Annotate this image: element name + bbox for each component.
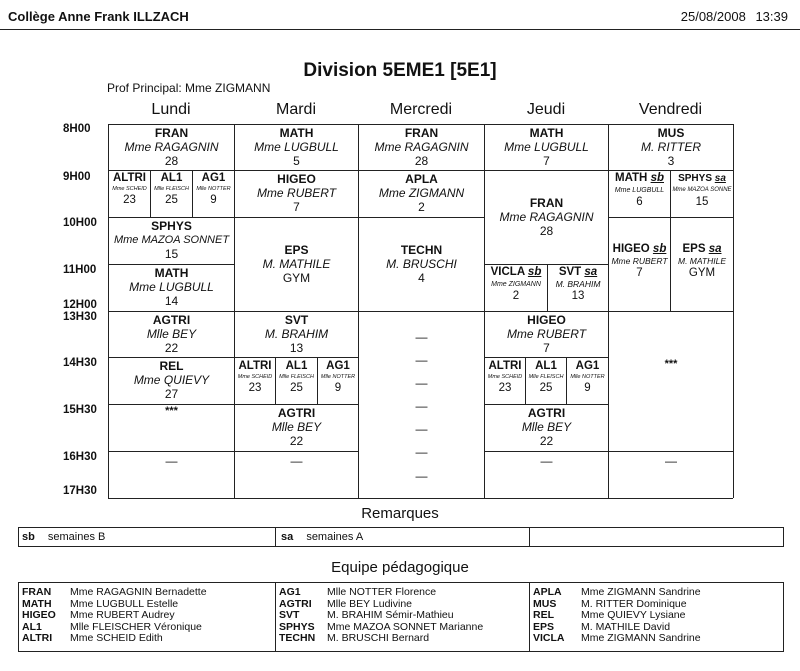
lesson-teacher: M. BRUSCHI: [386, 257, 457, 271]
prof-principal: Prof Principal: Mme ZIGMANN: [107, 81, 271, 95]
empty-marker: ***: [664, 358, 678, 370]
teacher-name: Mme MAZOA SONNET Marianne: [327, 620, 484, 633]
subject-code: AG1: [279, 586, 301, 598]
lesson-subject: AG1: [575, 360, 600, 372]
lesson-room: 13: [571, 290, 585, 302]
lesson-room: 7: [636, 267, 643, 279]
empty-slot-dash: —: [415, 446, 428, 458]
equipe-entry: [279, 633, 483, 645]
lesson-room: 22: [289, 434, 304, 448]
subject-code: SVT: [558, 266, 582, 278]
lesson-room: 28: [414, 154, 429, 168]
lesson-subject: HIGEO: [527, 313, 566, 327]
lesson-cell: [109, 219, 234, 261]
lesson-subject: [609, 172, 670, 185]
lesson-teacher: Mlle BEY: [521, 420, 572, 434]
print-datetime: [681, 9, 788, 24]
lesson-subject: MATH: [529, 126, 564, 140]
teacher-name: Mlle BEY Ludivine: [327, 597, 413, 610]
subject-code: MATH: [615, 172, 648, 184]
week-marker: sa: [714, 173, 726, 184]
lesson-teacher: M. MATHILE: [677, 256, 726, 266]
lesson-subject: AL1: [535, 360, 557, 372]
time-label: 14H30: [63, 357, 97, 369]
week-marker: sa: [708, 243, 722, 255]
day-jeudi: Jeudi: [526, 101, 566, 118]
lesson-subject: [485, 266, 547, 279]
subject-code: REL: [533, 609, 554, 621]
empty-slot-dash: —: [415, 377, 428, 389]
subject-code: HIGEO: [612, 243, 650, 255]
lesson-room: 6: [636, 196, 643, 208]
lesson-room: 7: [293, 200, 300, 214]
lesson-teacher: Mlle NOTTER: [320, 374, 356, 380]
lesson-cell: [360, 172, 483, 214]
subject-code: VICLA: [533, 632, 565, 644]
time-label: 11H00: [63, 264, 97, 276]
lesson-room: 2: [418, 200, 425, 214]
lesson-cell: [486, 126, 607, 168]
equipe-column: [279, 587, 483, 645]
lesson-teacher: Mme QUIEVY: [133, 373, 210, 387]
lesson-room: 15: [695, 196, 709, 208]
time-label: 16H30: [63, 451, 97, 463]
lesson-subject: ALTRI: [238, 360, 272, 372]
lesson-subject: AGTRI: [527, 406, 566, 420]
lesson-teacher: Mlle FLEISCH: [279, 374, 314, 380]
subject-code: AGTRI: [279, 597, 312, 610]
lesson-room: 9: [210, 194, 217, 206]
remarques-table: [18, 527, 784, 547]
subject-code: ALTRI: [22, 632, 53, 644]
subject-code: EPS: [533, 620, 555, 633]
lesson-cell: [109, 172, 150, 207]
lesson-subject: MATH: [154, 266, 189, 280]
lesson-subject: APLA: [405, 172, 438, 186]
lesson-cell: [236, 243, 357, 285]
lesson-subject: AG1: [326, 360, 350, 372]
week-marker: sb: [527, 266, 542, 278]
subject-code: HIGEO: [22, 609, 56, 621]
teacher-name: Mlle NOTTER Florence: [327, 586, 437, 598]
lesson-teacher: M. MATHILE: [262, 257, 331, 271]
lesson-teacher: Mme SCHEID: [487, 374, 523, 380]
teacher-name: Mme RUBERT Audrey: [70, 609, 175, 621]
lesson-teacher: M. RITTER: [641, 140, 701, 154]
lesson-cell: [236, 406, 357, 448]
lesson-teacher: M. BRAHIM: [264, 327, 329, 341]
lesson-room: 4: [418, 271, 425, 285]
lesson-teacher: Mme RUBERT: [256, 186, 337, 200]
day-mercredi: Mercredi: [389, 101, 453, 118]
remarque-label: semaines A: [306, 531, 364, 543]
lesson-room: 25: [165, 194, 178, 206]
time-label: 8H00: [63, 123, 91, 135]
lesson-cell: [671, 172, 733, 209]
lesson-cell: [609, 243, 670, 280]
lesson-room: 9: [584, 382, 591, 394]
lesson-cell: [486, 406, 607, 448]
lesson-teacher: Mme LUGBULL: [614, 187, 665, 194]
lesson-subject: [671, 172, 733, 185]
equipe-entry: [533, 633, 701, 645]
lesson-subject: FRAN: [404, 126, 439, 140]
lesson-teacher: M. BRAHIM: [555, 279, 601, 289]
lesson-cell: [236, 313, 357, 355]
lesson-cell: [485, 266, 547, 303]
empty-marker: ***: [165, 405, 178, 417]
subject-code: AL1: [22, 620, 42, 633]
day-mardi: Mardi: [275, 101, 316, 118]
lesson-room: 28: [164, 154, 179, 168]
empty-slot-dash: —: [290, 455, 303, 467]
lesson-cell: [236, 126, 357, 168]
time-label: 17H30: [63, 485, 97, 497]
time-label: 15H30: [63, 404, 97, 416]
lesson-subject: MATH: [279, 126, 314, 140]
teacher-name: M. RITTER Dominique: [581, 597, 687, 610]
subject-code: TECHN: [279, 632, 316, 644]
lesson-cell: [567, 360, 608, 395]
equipe-column: [22, 587, 207, 645]
lesson-subject: AGTRI: [277, 406, 316, 420]
lesson-teacher: Mme RAGAGNIN: [374, 140, 469, 154]
lesson-subject: [609, 243, 670, 256]
lesson-cell: [526, 360, 566, 395]
lesson-cell: [609, 172, 670, 209]
lesson-subject: HIGEO: [277, 172, 316, 186]
lesson-room: 14: [164, 294, 179, 308]
lesson-cell: [276, 360, 317, 395]
lesson-subject: AL1: [285, 360, 308, 372]
print-date: 25/08/2008: [680, 9, 746, 24]
lesson-cell: [360, 243, 483, 285]
subject-code: SPHYS: [678, 173, 712, 184]
lesson-room: 3: [667, 154, 675, 168]
lesson-subject: ALTRI: [488, 360, 522, 372]
lesson-room: 5: [293, 154, 300, 168]
teacher-name: Mme LUGBULL Estelle: [70, 597, 179, 610]
lesson-room: 28: [539, 224, 554, 238]
lesson-teacher: Mme RAGAGNIN: [499, 210, 594, 224]
lesson-room: GYM: [688, 267, 716, 279]
lesson-teacher: Mme RUBERT: [506, 327, 587, 341]
lesson-room: GYM: [282, 271, 311, 285]
lesson-teacher: Mlle FLEISCH: [528, 374, 564, 380]
lesson-subject: AGTRI: [152, 313, 191, 327]
lesson-subject: ALTRI: [112, 172, 146, 184]
remarques-title: Remarques: [361, 505, 439, 522]
time-label: 10H00: [63, 217, 97, 229]
teacher-name: Mme SCHEID Edith: [70, 632, 163, 644]
lesson-subject: AG1: [201, 172, 226, 184]
empty-slot-dash: —: [665, 455, 677, 467]
school-name: Collège Anne Frank ILLZACH: [8, 9, 189, 24]
lesson-room: 7: [543, 154, 550, 168]
lesson-teacher: Mme ZIGMANN: [491, 281, 541, 288]
teacher-name: M. MATHILE David: [581, 620, 671, 633]
lesson-room: 15: [164, 247, 179, 261]
lesson-teacher: Mlle BEY: [271, 420, 322, 434]
lesson-teacher: Mme MAZOA SONNE: [672, 187, 732, 193]
lesson-teacher: Mme RAGAGNIN: [124, 140, 219, 154]
teacher-name: M. BRUSCHI Bernard: [327, 632, 430, 644]
lesson-subject: REL: [159, 359, 184, 373]
lesson-teacher: Mlle FLEISCH: [154, 186, 189, 192]
lesson-cell: [110, 266, 233, 308]
week-marker: sb: [652, 243, 667, 255]
lesson-cell: [486, 313, 607, 355]
lesson-cell: [110, 126, 233, 168]
teacher-name: M. BRAHIM Sémir-Mathieu: [327, 609, 454, 621]
subject-code: SPHYS: [279, 620, 315, 633]
lesson-subject: MUS: [657, 126, 685, 140]
teacher-name: Mme ZIGMANN Sandrine: [581, 586, 701, 598]
lesson-cell: [235, 360, 275, 395]
lesson-subject: FRAN: [154, 126, 189, 140]
lesson-teacher: Mme MAZOA SONNET: [113, 234, 230, 246]
remarque-code: sb: [22, 531, 35, 543]
header-rule: [0, 29, 800, 30]
lesson-teacher: Mme SCHEID: [112, 186, 147, 192]
lesson-teacher: Mme LUGBULL: [254, 140, 339, 154]
lesson-subject: [548, 266, 608, 279]
lesson-subject: SVT: [284, 313, 309, 327]
lesson-subject: AL1: [160, 172, 183, 184]
subject-code: EPS: [682, 243, 706, 255]
lesson-cell: [671, 243, 733, 280]
lesson-cell: [110, 313, 233, 355]
teacher-name: Mme QUIEVY Lysiane: [581, 609, 686, 621]
page-title: Division 5EME1 [5E1]: [303, 60, 497, 81]
lesson-cell: [548, 266, 608, 303]
subject-code: MATH: [22, 597, 52, 610]
equipe-column: [533, 587, 701, 645]
lesson-teacher: Mlle NOTTER: [570, 374, 605, 380]
lesson-room: 23: [498, 382, 512, 394]
lesson-room: 13: [289, 341, 304, 355]
lesson-room: 23: [248, 382, 262, 394]
lesson-teacher: Mme RUBERT: [611, 256, 668, 266]
teacher-name: Mme ZIGMANN Sandrine: [581, 632, 701, 644]
empty-slot-dash: —: [415, 354, 428, 366]
week-marker: sb: [650, 172, 664, 184]
lesson-room: 23: [123, 194, 136, 206]
lesson-room: 22: [539, 434, 554, 448]
lesson-room: 2: [512, 290, 520, 302]
lesson-subject: EPS: [284, 243, 309, 257]
lesson-subject: [671, 243, 733, 256]
equipe-table: [18, 582, 784, 652]
lesson-cell: [485, 360, 525, 395]
lesson-cell: [110, 359, 233, 401]
lesson-teacher: Mme SCHEID: [237, 374, 273, 380]
time-label: 12H00: [63, 299, 97, 311]
subject-code: MUS: [533, 597, 557, 610]
remarque-item: [22, 531, 105, 543]
day-vendredi: Vendredi: [638, 101, 703, 118]
time-label: 9H00: [63, 171, 91, 183]
lesson-cell: [236, 172, 357, 214]
lesson-teacher: Mlle NOTTER: [196, 186, 231, 192]
remarque-item: [281, 531, 363, 543]
empty-slot-dash: —: [415, 470, 428, 482]
subject-code: FRAN: [22, 586, 52, 598]
day-lundi: Lundi: [151, 101, 191, 118]
subject-code: APLA: [533, 586, 562, 598]
empty-slot-dash: —: [540, 455, 553, 467]
lesson-room: 27: [164, 387, 179, 401]
lesson-teacher: Mme LUGBULL: [504, 140, 589, 154]
empty-slot-dash: —: [415, 400, 428, 412]
empty-slot-dash: —: [415, 331, 428, 343]
subject-code: SVT: [279, 609, 300, 621]
lesson-subject: TECHN: [400, 243, 443, 257]
lesson-cell: [193, 172, 234, 207]
subject-code: VICLA: [490, 266, 525, 278]
lesson-subject: FRAN: [529, 196, 564, 210]
lesson-cell: [151, 172, 192, 207]
remarque-label: semaines B: [47, 531, 106, 543]
teacher-name: Mlle FLEISCHER Véronique: [70, 620, 202, 633]
week-marker: sa: [584, 266, 598, 278]
teacher-name: Mme RAGAGNIN Bernadette: [70, 586, 207, 598]
lesson-teacher: Mme LUGBULL: [129, 280, 214, 294]
lesson-teacher: Mlle BEY: [146, 327, 197, 341]
lesson-teacher: Mme ZIGMANN: [378, 186, 465, 200]
empty-slot-dash: —: [415, 423, 428, 435]
lesson-room: 25: [539, 382, 553, 394]
lesson-cell: [486, 196, 607, 238]
lesson-subject: SPHYS: [151, 219, 192, 233]
lesson-room: 7: [543, 341, 550, 355]
remarque-code: sa: [281, 531, 294, 543]
lesson-cell: [610, 126, 732, 168]
lesson-cell: [318, 360, 358, 395]
equipe-entry: [22, 633, 207, 645]
lesson-cell: [360, 126, 483, 168]
print-time: 13:39: [755, 9, 788, 24]
equipe-title: Equipe pédagogique: [331, 559, 469, 576]
time-label: 13H30: [63, 311, 97, 323]
empty-slot-dash: —: [165, 455, 178, 467]
lesson-room: 9: [334, 382, 342, 394]
lesson-room: 25: [290, 382, 303, 394]
lesson-room: 22: [164, 341, 179, 355]
